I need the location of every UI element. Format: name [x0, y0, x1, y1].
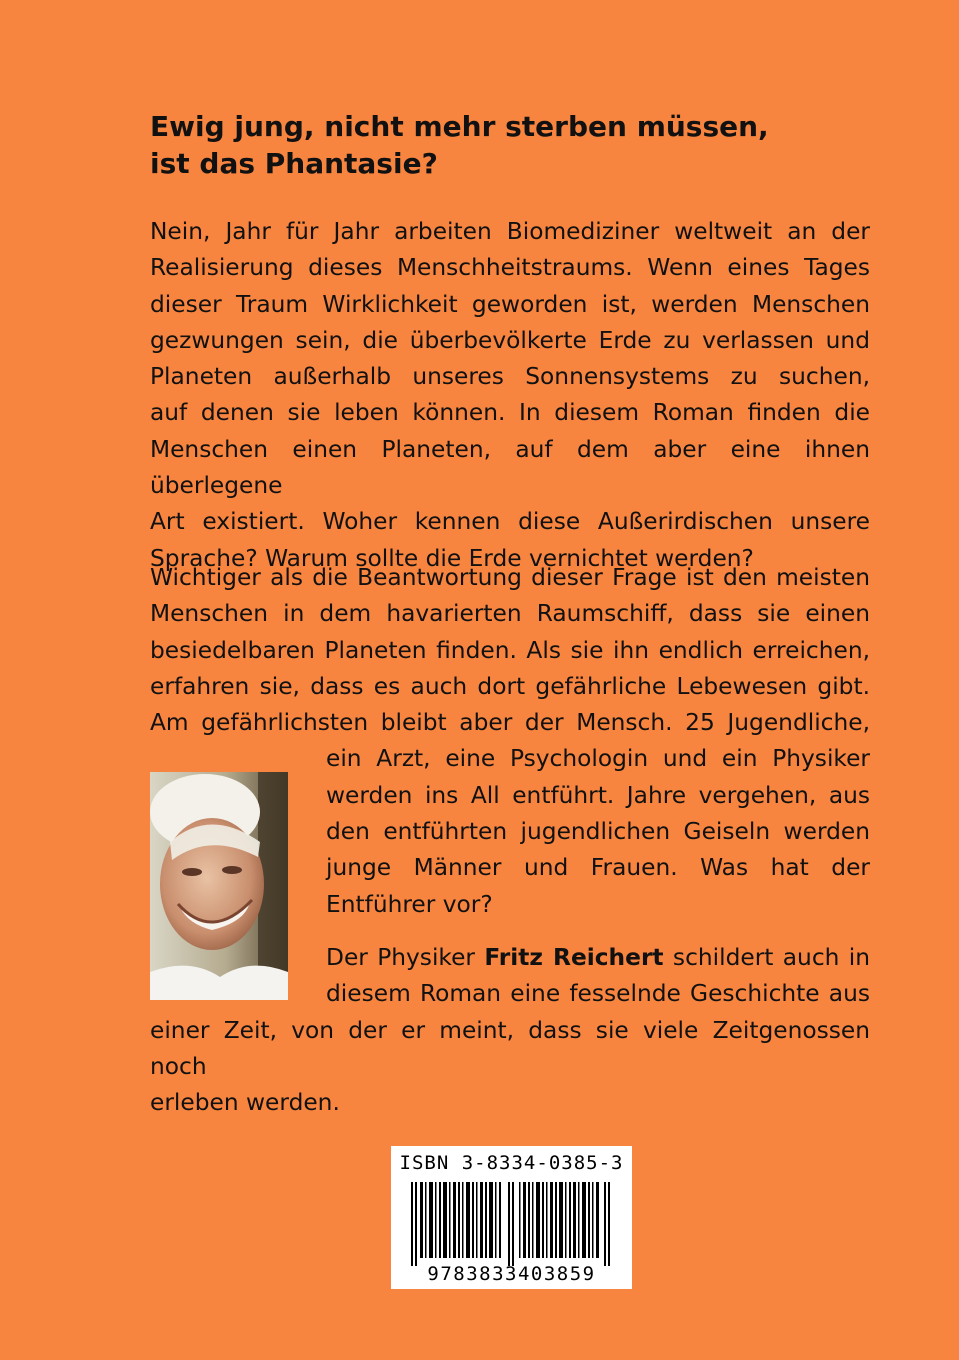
- text-line: gezwungen sein, die überbevölkerte Erde zu verlassen und: [150, 326, 870, 354]
- text-line: einer Zeit, von der er meint, dass sie viele Zeitgenossen noch: [150, 1016, 870, 1080]
- text-line: Menschen in dem havarierten Raumschiff, dass sie einen: [150, 600, 870, 628]
- isbn-barcode: [391, 1146, 632, 1289]
- author-name: Fritz Reichert: [484, 944, 664, 971]
- barcode-bars-icon: [411, 1182, 611, 1266]
- text-line: Nein, Jahr für Jahr arbeiten Biomediziner weltweit an der: [150, 218, 870, 245]
- text-line: Planeten außerhalb unseres Sonnensystems zu suchen,: [150, 363, 870, 391]
- headline-line-2: ist das Phantasie?: [150, 147, 438, 180]
- text-fragment: schildert auch in: [663, 944, 870, 971]
- text-line: besiedelbaren Planeten finden. Als sie ihn endlich erreichen,: [150, 636, 870, 664]
- isbn-number: ISBN 3-8334-0385-3: [399, 1152, 624, 1174]
- text-line: junge Männer und Frauen. Was hat der: [326, 854, 870, 882]
- text-line: Art existiert. Woher kennen diese Außerirdischen unsere: [150, 508, 870, 536]
- text-fragment: Der Physiker: [326, 944, 485, 971]
- text-line: Am gefährlichsten bleibt aber der Mensch. 25 Jugendliche,: [150, 709, 870, 737]
- text-line: [150, 940, 870, 976]
- ean-number: 9783833403859: [427, 1263, 596, 1285]
- text-line: diesem Roman eine fesselnde Geschichte aus: [326, 980, 870, 1008]
- blurb-paragraph-3: [150, 940, 870, 1121]
- text-line: erleben werden.: [150, 1089, 340, 1117]
- text-line: Realisierung dieses Menschheitstraums. Wenn eines Tages: [150, 254, 870, 282]
- text-line: Sprache? Warum sollte die Erde vernichtet werden?: [150, 544, 754, 572]
- text-line: auf denen sie leben können. In diesem Roman finden die: [150, 399, 870, 427]
- text-line: Entführer vor?: [326, 890, 493, 918]
- headline: [150, 108, 870, 182]
- text-line: Menschen einen Planeten, auf dem aber eine ihnen überlegene: [150, 435, 870, 500]
- blurb-paragraph-1: [150, 214, 870, 577]
- text-line: ein Arzt, eine Psychologin und ein Physiker: [326, 745, 870, 773]
- text-line: werden ins All entführt. Jahre vergehen, aus: [326, 781, 870, 809]
- text-line: erfahren sie, dass es auch dort gefährliche Lebewesen gibt.: [150, 672, 870, 700]
- headline-line-1: Ewig jung, nicht mehr sterben müssen,: [150, 110, 769, 143]
- text-line: dieser Traum Wirklichkeit geworden ist, werden Menschen: [150, 290, 870, 318]
- text-line: Wichtiger als die Beantwortung dieser Frage ist den meisten: [150, 564, 870, 591]
- text-line: den entführten jugendlichen Geiseln werden: [326, 818, 870, 846]
